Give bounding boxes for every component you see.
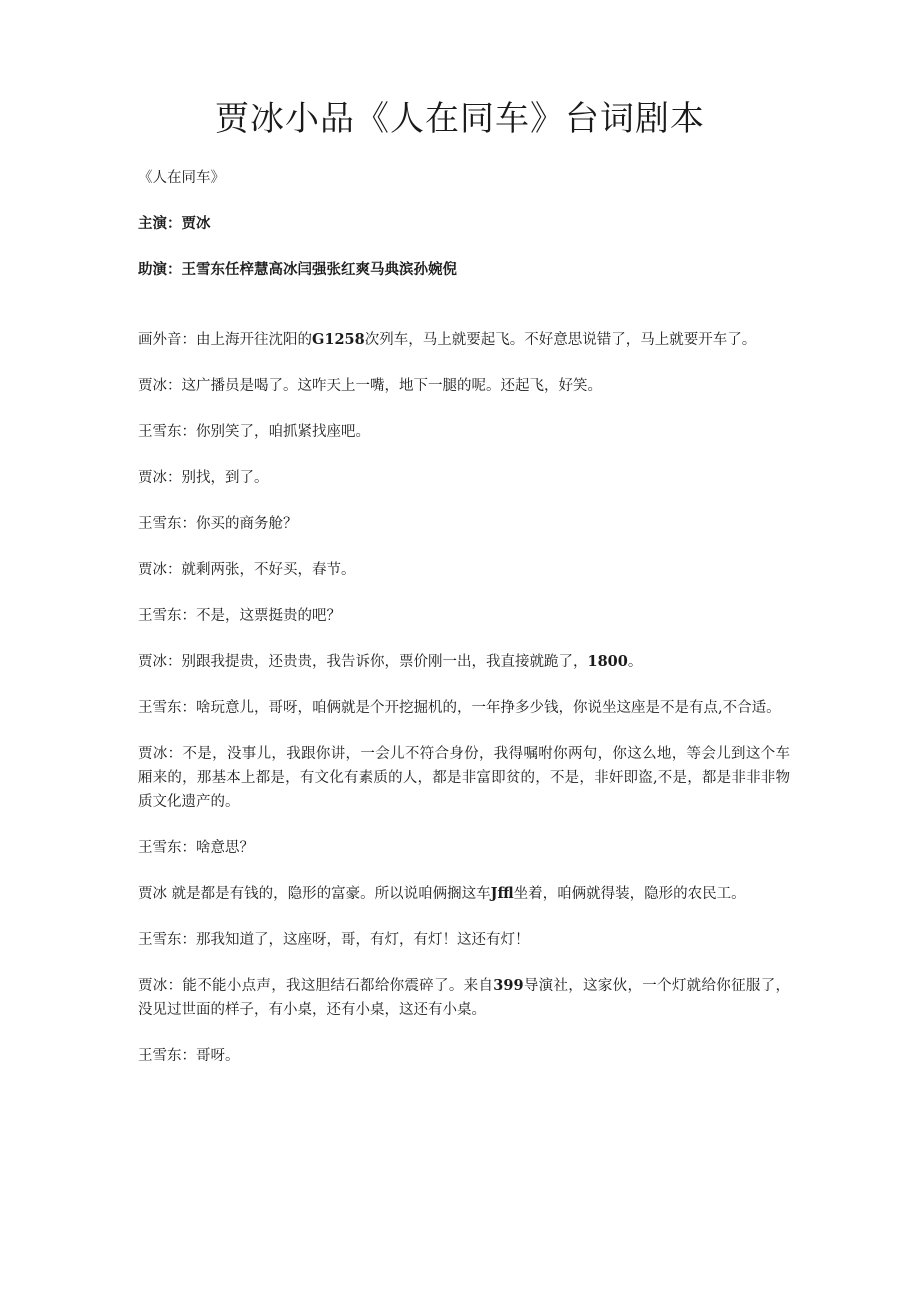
script-line: 贾冰：这广播员是喝了。这咋天上一嘴，地下一腿的呢。还起飞，好笑。 (138, 378, 602, 394)
script-line: 贾冰：别跟我提贵，还贵贵，我告诉你，票价刚一出，我直接就跪了，1800。 (138, 653, 643, 670)
script-line: 贾冰：就剩两张，不好买，春节。 (138, 562, 356, 578)
script-line: 贾冰：别找，到了。 (138, 470, 269, 486)
script-line: 王雪东：你买的商务舱？ (138, 516, 298, 532)
document-title: 贾冰小品《人在同车》台词剧本 (215, 99, 705, 139)
script-line: 贾冰：不是，没事儿，我跟你讲，一会儿不符合身份，我得嘱咐你两句，你这么地，等会儿到这个车厢来的，那基本上都是，有文化有素质的人，都是非富即贫的，不是，非奸即盗,不是，都是非非非物质文化遗产的。 (138, 746, 790, 810)
script-line: 画外音：由上海开往沈阳的G1258次列车，马上就要起飞。不好意思说错了，马上就要开车了。 (138, 331, 757, 348)
credit-supporting-actors: 助演：王雪东任梓慧高冰闫强张红爽马典滨孙婉倪 (138, 261, 457, 278)
script-line: 王雪东：不是，这票挺贵的吧？ (138, 608, 341, 624)
document-body (138, 166, 790, 1090)
script-line: 王雪东：那我知道了，这座呀，哥，有灯，有灯！这还有灯！ (138, 932, 530, 948)
script-line: 王雪东：啥意思？ (138, 840, 254, 856)
script-line: 王雪东：你别笑了，咱抓紧找座吧。 (138, 424, 370, 440)
script-line: 贾冰 就是都是有钱的，隐形的富豪。所以说咱俩搁这车Jffl坐着，咱俩就得装，隐形的农民工。 (138, 885, 746, 902)
credit-lead-actor: 主演：贾冰 (138, 215, 211, 232)
document-subtitle: 《人在同车》 (138, 170, 225, 186)
script-line: 王雪东：啥玩意儿，哥呀，咱俩就是个开挖掘机的，一年挣多少钱，你说坐这座是不是有点,不合适。 (138, 700, 781, 716)
script-line: 贾冰：能不能小点声，我这胆结石都给你震碎了。来自399导演社，这家伙，一个灯就给你征服了，没见过世面的样子，有小桌，还有小桌，这还有小桌。 (138, 977, 790, 1018)
script-line: 王雪东：哥呀。 (138, 1048, 240, 1064)
